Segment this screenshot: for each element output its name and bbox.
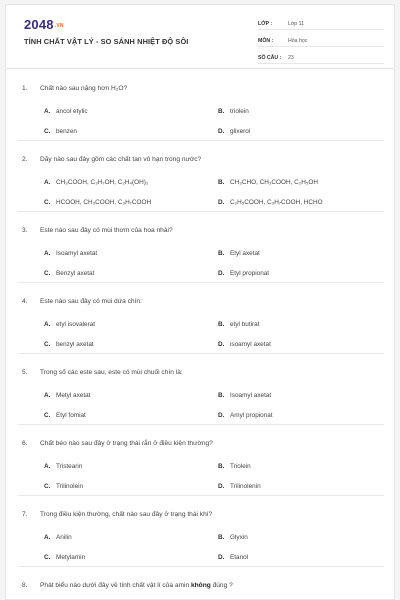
option-d[interactable] xyxy=(218,128,250,135)
question-number: 6. xyxy=(22,440,28,447)
question-stem-start: Phát biểu nào dưới đây về tính chất vật lí của amin xyxy=(40,582,191,589)
option-text: Isoamyl axetat xyxy=(230,392,272,399)
option-letter: A. xyxy=(44,108,51,115)
option-text: etyl butirat xyxy=(230,321,260,328)
option-text: Amyl propionat xyxy=(230,412,273,419)
option-text: Glyxin xyxy=(230,534,248,541)
question-5 xyxy=(6,354,395,425)
question-stem: Chất nào sau nặng hơn H₂O? xyxy=(40,85,128,92)
option-letter: B. xyxy=(218,463,225,470)
meta-subject-label: MÔN : xyxy=(258,38,274,44)
option-text: ancol etylic xyxy=(56,108,88,115)
option-c[interactable] xyxy=(44,128,77,135)
meta-class-row xyxy=(258,17,384,30)
question-list xyxy=(6,70,395,600)
option-letter: D. xyxy=(218,483,225,490)
option-d[interactable] xyxy=(218,412,273,419)
question-1 xyxy=(6,70,395,141)
question-number: 8. xyxy=(22,582,28,589)
option-letter: D. xyxy=(218,199,225,206)
option-text: isoamyl axetat xyxy=(230,341,271,348)
question-text xyxy=(22,582,233,589)
question-number: 1. xyxy=(22,85,28,92)
question-4 xyxy=(6,283,395,354)
option-b[interactable] xyxy=(218,108,249,115)
option-d[interactable] xyxy=(218,483,261,490)
option-text: Etyl fomiat xyxy=(56,412,86,419)
option-letter: A. xyxy=(44,463,51,470)
option-a[interactable] xyxy=(44,108,88,115)
question-number: 3. xyxy=(22,227,28,234)
option-a[interactable] xyxy=(44,179,148,186)
question-stem: Trong điều kiện thường, chất nào sau đây ở trạng thái khí? xyxy=(40,511,213,518)
option-d[interactable] xyxy=(218,199,323,206)
question-number: 2. xyxy=(22,156,28,163)
option-text: benzyl axetat xyxy=(56,341,94,348)
option-b[interactable] xyxy=(218,463,251,470)
question-text xyxy=(22,156,201,163)
option-letter: C. xyxy=(44,554,51,561)
question-stem: Este nào sau đây có mùi thơm của hoa nhài? xyxy=(40,227,173,234)
option-letter: D. xyxy=(218,412,225,419)
question-2 xyxy=(6,141,395,212)
option-letter: D. xyxy=(218,341,225,348)
question-text xyxy=(22,511,212,518)
question-text xyxy=(22,369,183,376)
option-text: etyl isovalerat xyxy=(56,321,96,328)
option-letter: A. xyxy=(44,534,51,541)
question-number: 4. xyxy=(22,298,28,305)
question-text xyxy=(22,85,127,92)
question-text xyxy=(22,440,213,447)
option-letter: A. xyxy=(44,392,51,399)
logo-text: 2048 xyxy=(24,17,54,32)
option-letter: B. xyxy=(218,321,225,328)
option-b[interactable] xyxy=(218,534,248,541)
option-text: Trilinolein xyxy=(56,483,84,490)
question-number: 5. xyxy=(22,369,28,376)
option-d[interactable] xyxy=(218,270,269,277)
option-letter: C. xyxy=(44,341,51,348)
option-letter: C. xyxy=(44,128,51,135)
option-letter: B. xyxy=(218,534,225,541)
worksheet-meta xyxy=(258,17,384,68)
option-letter: A. xyxy=(44,321,51,328)
option-text: Benzyl axetat xyxy=(56,270,95,277)
question-6 xyxy=(6,425,395,496)
option-text: Metylamin xyxy=(56,554,86,561)
worksheet-page xyxy=(5,4,395,600)
option-c[interactable] xyxy=(44,270,94,277)
meta-count-label: SỐ CÂU : xyxy=(258,55,282,61)
question-stem: Este nào sau đây có mùi dứa chín: xyxy=(40,298,142,305)
question-stem: Chất béo nào sau đây ở trạng thái rắn ở điều kiện thường? xyxy=(40,440,213,447)
question-stem-end: đúng ? xyxy=(210,582,233,589)
option-c[interactable] xyxy=(44,412,86,419)
option-text: Etanol xyxy=(230,554,249,561)
option-c[interactable] xyxy=(44,199,151,206)
site-logo[interactable] xyxy=(24,17,64,32)
worksheet-header xyxy=(6,5,394,69)
option-d[interactable] xyxy=(218,341,271,348)
question-8 xyxy=(6,567,395,600)
option-b[interactable] xyxy=(218,250,260,257)
option-letter: A. xyxy=(44,179,51,186)
question-stem-emphasis: không xyxy=(190,582,211,589)
option-text: Etyl axetat xyxy=(230,250,260,257)
option-c[interactable] xyxy=(44,554,85,561)
option-letter: A. xyxy=(44,250,51,257)
option-d[interactable] xyxy=(218,554,248,561)
option-letter: B. xyxy=(218,250,225,257)
option-letter: C. xyxy=(44,412,51,419)
option-letter: B. xyxy=(218,179,225,186)
option-text: CH₃CHO, CH₃COOH, C₂H₅OH xyxy=(230,179,319,186)
option-a[interactable] xyxy=(44,463,82,470)
option-text: Tristearin xyxy=(56,463,83,470)
question-text xyxy=(22,298,142,305)
meta-subject-row xyxy=(258,34,384,47)
option-text: C₂H₅COOH, C₃H₇COOH, HCHO xyxy=(230,199,323,206)
option-a[interactable] xyxy=(44,321,95,328)
option-a[interactable] xyxy=(44,392,90,399)
option-text: Anilin xyxy=(56,534,72,541)
question-3 xyxy=(6,212,395,283)
option-text: Isoamyl axetat xyxy=(56,250,98,257)
option-letter: D. xyxy=(218,554,225,561)
question-stem: Trong số các este sau, este có mùi chuối chín là: xyxy=(40,369,183,376)
option-text: glixerol xyxy=(230,128,251,135)
option-letter: C. xyxy=(44,199,51,206)
option-letter: B. xyxy=(218,392,225,399)
meta-count-row xyxy=(258,51,384,64)
option-letter: C. xyxy=(44,270,51,277)
option-b[interactable] xyxy=(218,392,271,399)
option-c[interactable] xyxy=(44,483,83,490)
option-text: CH₃COOH, C₃H₇OH, C₂H₄(OH)₂ xyxy=(56,179,149,186)
question-text xyxy=(22,227,173,234)
meta-class-value: Lớp 11 xyxy=(288,21,304,27)
meta-count-value: 23 xyxy=(288,55,294,61)
option-text: triolein xyxy=(230,108,249,115)
option-text: Metyl axetat xyxy=(56,392,91,399)
question-number: 7. xyxy=(22,511,28,518)
option-text: HCOOH, CH₃COOH, C₃H₇COOH xyxy=(56,199,152,206)
option-text: Etyl propionat xyxy=(230,270,270,277)
worksheet-title: TÍNH CHẤT VẬT LÝ - SO SÁNH NHIỆT ĐỘ SÔI xyxy=(24,37,189,46)
option-b[interactable] xyxy=(218,321,259,328)
logo-suffix: .VN xyxy=(54,23,64,29)
option-b[interactable] xyxy=(218,179,318,186)
meta-subject-value: Hóa học xyxy=(288,38,308,44)
option-letter: C. xyxy=(44,483,51,490)
option-c[interactable] xyxy=(44,341,94,348)
option-letter: D. xyxy=(218,270,225,277)
meta-class-label: LỚP : xyxy=(258,21,273,27)
option-letter: D. xyxy=(218,128,225,135)
option-text: Trilinolenin xyxy=(230,483,261,490)
option-a[interactable] xyxy=(44,250,97,257)
option-text: Triolein xyxy=(230,463,251,470)
question-7 xyxy=(6,496,395,567)
option-text: benzen xyxy=(56,128,77,135)
question-stem: Dãy nào sau đây gồm các chất tan vô hạn trong nước? xyxy=(40,156,202,163)
option-a[interactable] xyxy=(44,534,72,541)
option-letter: B. xyxy=(218,108,225,115)
